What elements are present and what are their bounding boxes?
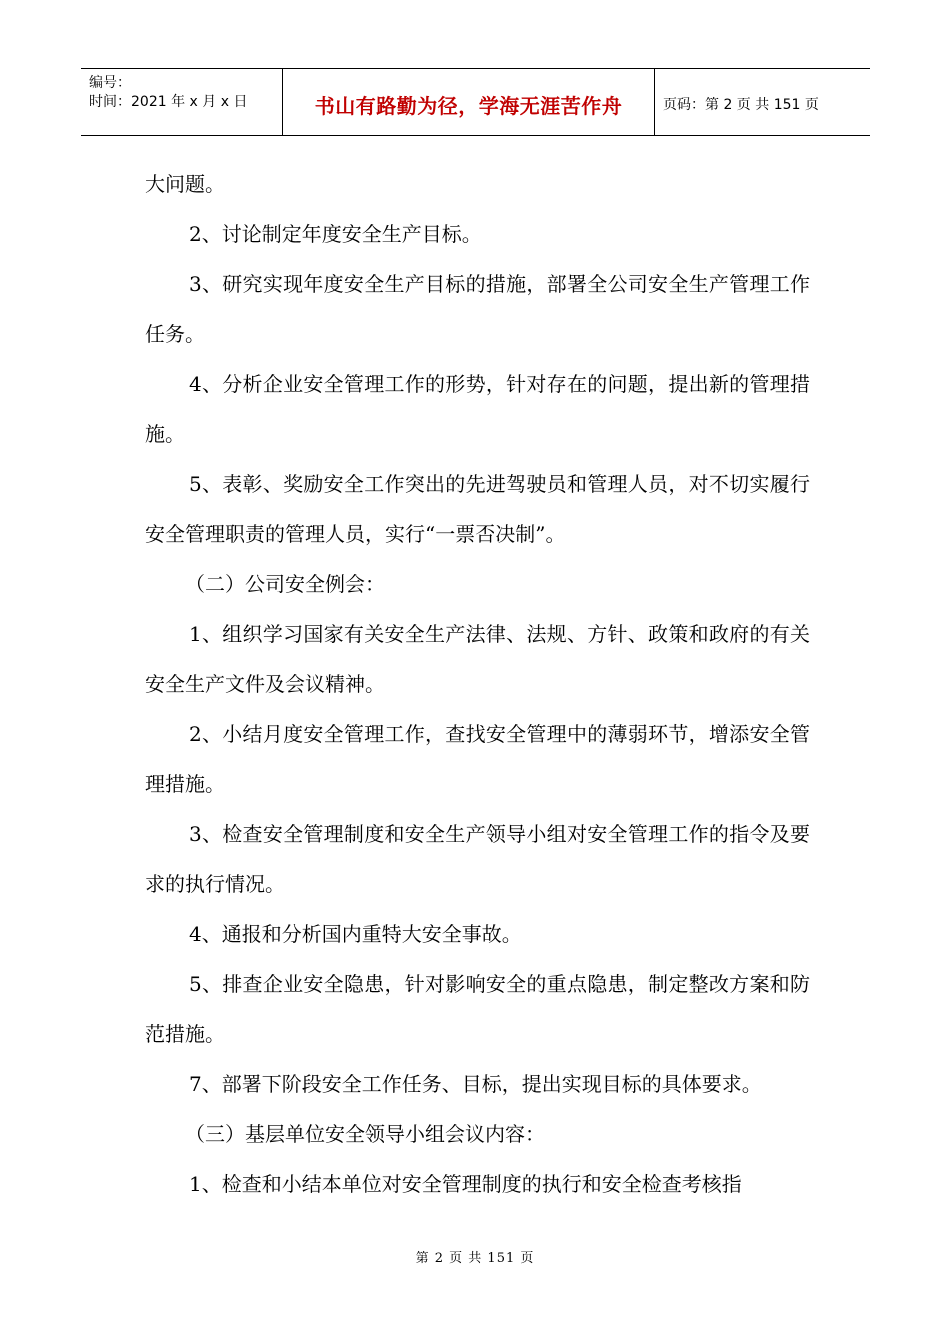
- paragraph: 3、检查安全管理制度和安全生产领导小组对安全管理工作的指令及要求的执行情况。: [145, 822, 810, 896]
- page-header: [81, 68, 870, 136]
- header-motto-cell: [283, 69, 655, 135]
- paragraph: 1、检查和小结本单位对安全管理制度的执行和安全检查考核指: [189, 1172, 742, 1196]
- paragraph: 3、研究实现年度安全生产目标的措施，部署全公司安全生产管理工作任务。: [145, 272, 810, 346]
- paragraph: 5、排查企业安全隐患，针对影响安全的重点隐患，制定整改方案和防范措施。: [145, 972, 810, 1046]
- paragraph: 2、讨论制定年度安全生产目标。: [189, 222, 482, 246]
- header-page-info: 页码：第 2 页 共 151 页: [663, 97, 819, 113]
- header-meta-cell: [81, 69, 283, 135]
- paragraph: 4、通报和分析国内重特大安全事故。: [189, 922, 522, 946]
- document-number-label: 编号：: [89, 75, 131, 91]
- header-page-cell: [655, 69, 870, 135]
- paragraph: 4、分析企业安全管理工作的形势，针对存在的问题，提出新的管理措施。: [145, 372, 810, 446]
- document-date-label: 时间：2021 年 x 月 x 日: [89, 94, 248, 110]
- paragraph: 2、小结月度安全管理工作，查找安全管理中的薄弱环节，增添安全管理措施。: [145, 722, 810, 796]
- document-body: [145, 159, 810, 1209]
- paragraph: 1、组织学习国家有关安全生产法律、法规、方针、政策和政府的有关安全生产文件及会议精神。: [145, 622, 810, 696]
- paragraph: 7、部署下阶段安全工作任务、目标，提出实现目标的具体要求。: [189, 1072, 762, 1096]
- section-heading: （二）公司安全例会：: [185, 572, 385, 596]
- paragraph: 5、表彰、奖励安全工作突出的先进驾驶员和管理人员，对不切实履行安全管理职责的管理人员，实行“一票否决制”。: [145, 472, 810, 546]
- paragraph: 大问题。: [145, 172, 225, 196]
- header-motto: 书山有路勤为径，学海无涯苦作舟: [314, 93, 623, 118]
- page-footer: 第 2 页 共 151 页: [415, 1251, 535, 1266]
- section-heading: （三）基层单位安全领导小组会议内容：: [185, 1122, 545, 1146]
